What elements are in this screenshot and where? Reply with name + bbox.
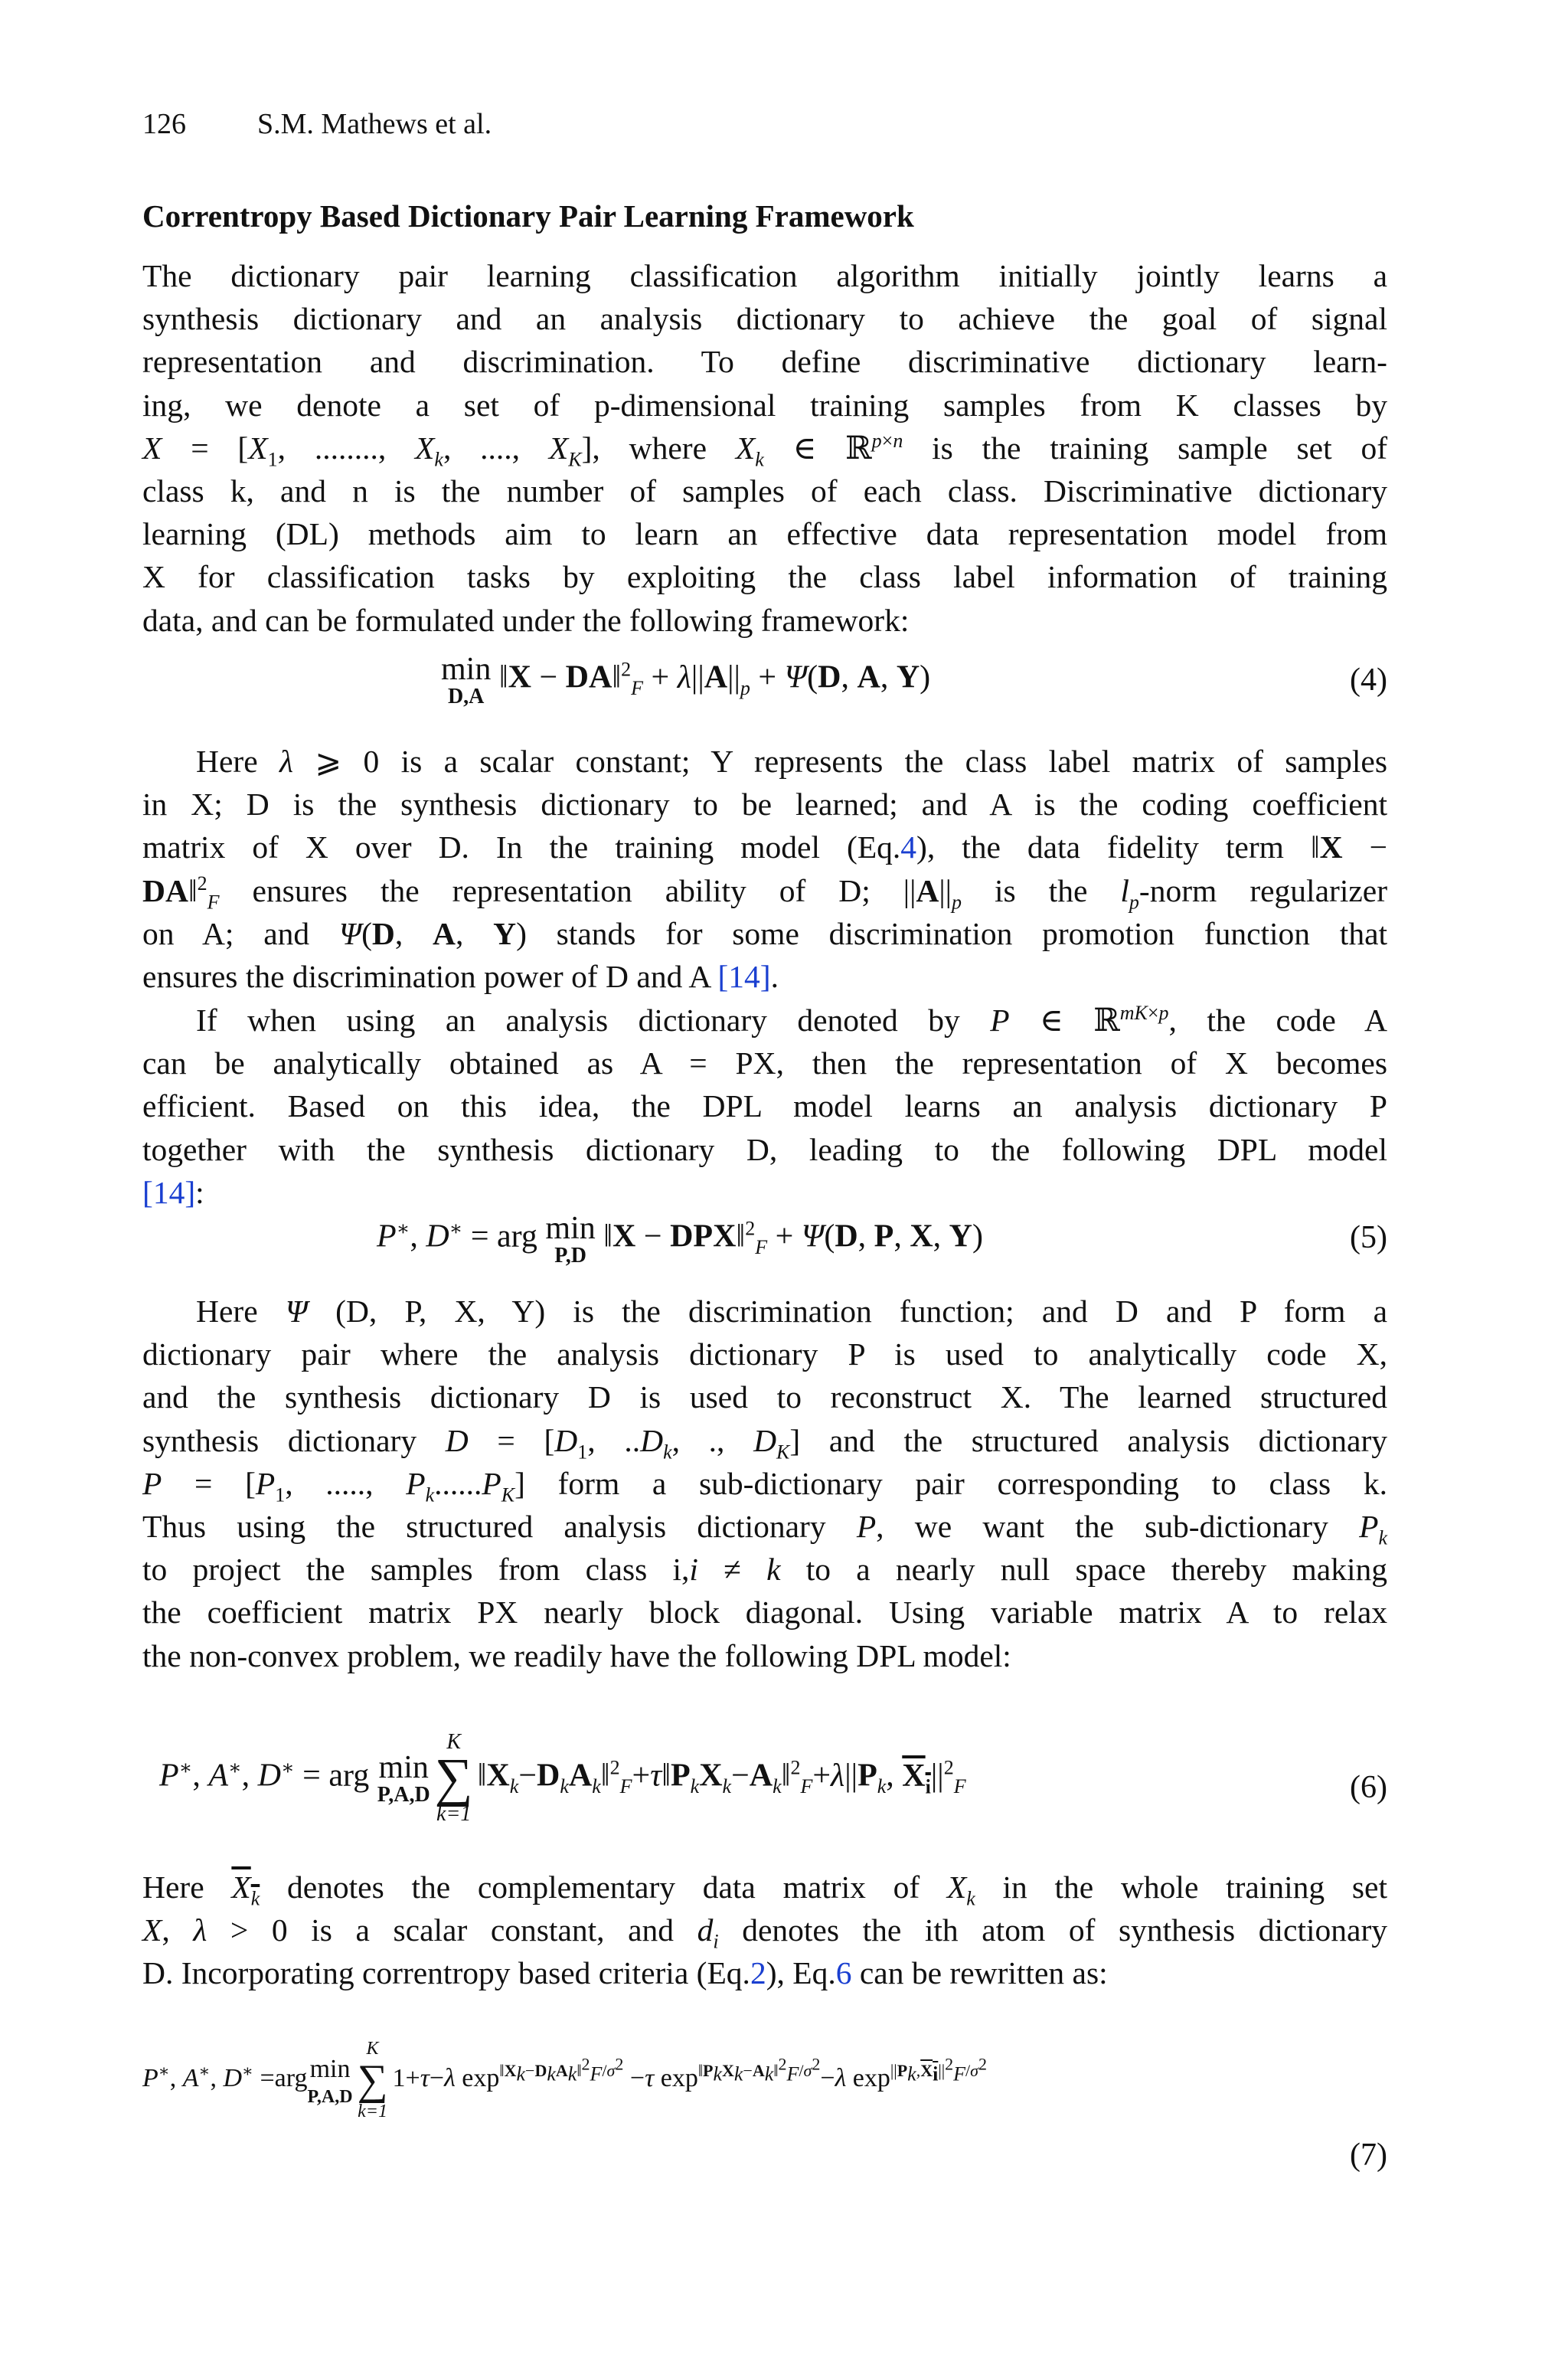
ref-14[interactable]: [14] [717, 959, 771, 995]
text-line: Here $X_k$ denotes the complementary data matrix of $X_k$ in the whole training set [142, 1869, 1387, 1910]
text-line: on A; and Ψ(D, A, Y) stands for some discrimination promotion function that [142, 915, 1388, 951]
text-line: and the synthesis dictionary D is used to reconstruct X. The learned structured [142, 1379, 1387, 1415]
text-line: [14]: [142, 1174, 204, 1210]
equation-number: (5) [1350, 1220, 1387, 1255]
text-line: Here Ψ (D, P, X, Y) is the discrimination function; and D and P form a [196, 1294, 1388, 1329]
paragraph-3 [142, 999, 1387, 1214]
text-line: efficient. Based on this idea, the DPL model learns an analysis dictionary P [142, 1088, 1387, 1124]
equation-4 [142, 653, 1387, 714]
equation-5 [142, 1212, 1387, 1273]
paragraph-4 [142, 1290, 1387, 1677]
text-line: together with the synthesis dictionary D, leading to the following DPL model [142, 1131, 1387, 1167]
text-line: ensures the discrimination power of D and A [14]. [142, 959, 779, 995]
text-line: X, λ > 0 is a scalar constant, and $d_i$ denotes the ith atom of synthesis dictionary [142, 1912, 1388, 1953]
text-line: data, and can be formulated under the following framework: [142, 602, 910, 638]
text-line: synthesis dictionary and an analysis dictionary to achieve the goal of signal [142, 301, 1387, 337]
running-head [142, 107, 492, 141]
text-line: dictionary pair where the analysis dictionary P is used to analytically code X, [142, 1336, 1387, 1372]
section-title: Correntropy Based Dictionary Pair Learning Framework [142, 198, 914, 234]
equation-number: (4) [1350, 662, 1387, 698]
equation-7-body: P∗, A∗, D∗ =arg min P,A,D K ∑ k=1 1+τ−λ $\exp^{‖X_k-D_kA_k‖^2_F/\sigma^2} -\tau$ $\exp^{‖P_kX_k-A_k‖^2_F/\sigma^2}-\lambda$ $\exp^{||P_k,X_i||^2_F/\sigma^2}$ [142, 2039, 988, 2121]
authors: S.M. Mathews et al. [257, 108, 492, 140]
text-line: If when using an analysis dictionary denoted by P ∈ ℝ$^{mK\times p}$, the code A [196, 1002, 1387, 1038]
equation-7 [142, 2037, 1387, 2190]
ref-14[interactable]: [14] [142, 1174, 196, 1210]
text-line: Thus using the structured analysis dictionary P, we want the sub-dictionary $P_k$ [142, 1509, 1388, 1549]
text-line: learning (DL) methods aim to learn an effective data representation model from [142, 516, 1387, 552]
text-line-math: $X = [X_1$, ........, $X_k$, ...., $X_K$], where $X_k$ ∈ ℝ$^{p\times n}$ is the training sample set of [142, 429, 1388, 471]
text-line: X for classification tasks by exploiting the class label information of training [142, 559, 1387, 595]
equation-number: (6) [1350, 1770, 1387, 1805]
paragraph-5 [142, 1866, 1387, 1995]
ref-eq-2[interactable]: 2 [750, 1955, 766, 1991]
text-line: to project the samples from class i,i ≠ k to a nearly null space thereby making [142, 1552, 1387, 1588]
ref-eq-4[interactable]: 4 [900, 829, 917, 865]
text-line: ing, we denote a set of p-dimensional training samples from K classes by [142, 387, 1387, 423]
text-line: class k, and n is the number of samples of each class. Discriminative dictionary [142, 473, 1387, 509]
equation-number: (7) [1350, 2138, 1387, 2173]
ref-eq-6[interactable]: 6 [835, 1955, 852, 1991]
paragraph-2 [142, 740, 1387, 998]
text-line: in X; D is the synthesis dictionary to be learned; and A is the coding coefficient [142, 787, 1387, 823]
equation-5-body: P∗, D∗ = arg min P,D ‖X − DPX‖$^2_F$ + Ψ(D, P, X, Y) [377, 1211, 983, 1268]
text-line: $P = [P_1$, ....., $P_k......P_K$] form a sub-dictionary pair corresponding to class k. [142, 1465, 1387, 1506]
page-number: 126 [142, 108, 186, 140]
equation-6 [142, 1723, 1387, 1853]
text-line: D. Incorporating correntropy based criteria (Eq.2), Eq.6 can be rewritten as: [142, 1955, 1108, 1991]
paragraph-1 [142, 254, 1387, 642]
text-line: representation and discrimination. To define discriminative dictionary learn- [142, 344, 1387, 380]
text-line: matrix of X over D. In the training model (Eq.4), the data fidelity term ‖X − [142, 829, 1388, 865]
text-line: synthesis dictionary $D = [D_1$, $..D_k$, ., $D_K$] and the structured analysis dictionary [142, 1422, 1388, 1463]
equation-4-body: min D,A ‖X − DA‖$^2_F$ + $\lambda||A||_p + \Psi(D$, A, Y) [441, 652, 931, 708]
text-line: DA‖$^2_F$ ensures the representation ability of D; $||A||_p$ is the $l_p$-norm regularizer [142, 872, 1388, 913]
text-line: can be analytically obtained as A = PX, then the representation of X becomes [142, 1045, 1387, 1081]
text-line: The dictionary pair learning classification algorithm initially jointly learns a [142, 258, 1387, 293]
equation-6-body: P∗, A∗, D∗ = arg min P,A,D K ∑ k=1 $‖X_k-D_kA_k‖^2_F+\tau‖P_kX_k-A_k‖^2_F+\lambda||P_k$, $X_i||^2_F$ [159, 1730, 966, 1826]
text-line: the non-convex problem, we readily have the following DPL model: [142, 1637, 1011, 1673]
text-line: Here λ ⩾ 0 is a scalar constant; Y represents the class label matrix of samples [196, 744, 1387, 779]
text-line: the coefficient matrix PX nearly block diagonal. Using variable matrix A to relax [142, 1595, 1387, 1631]
